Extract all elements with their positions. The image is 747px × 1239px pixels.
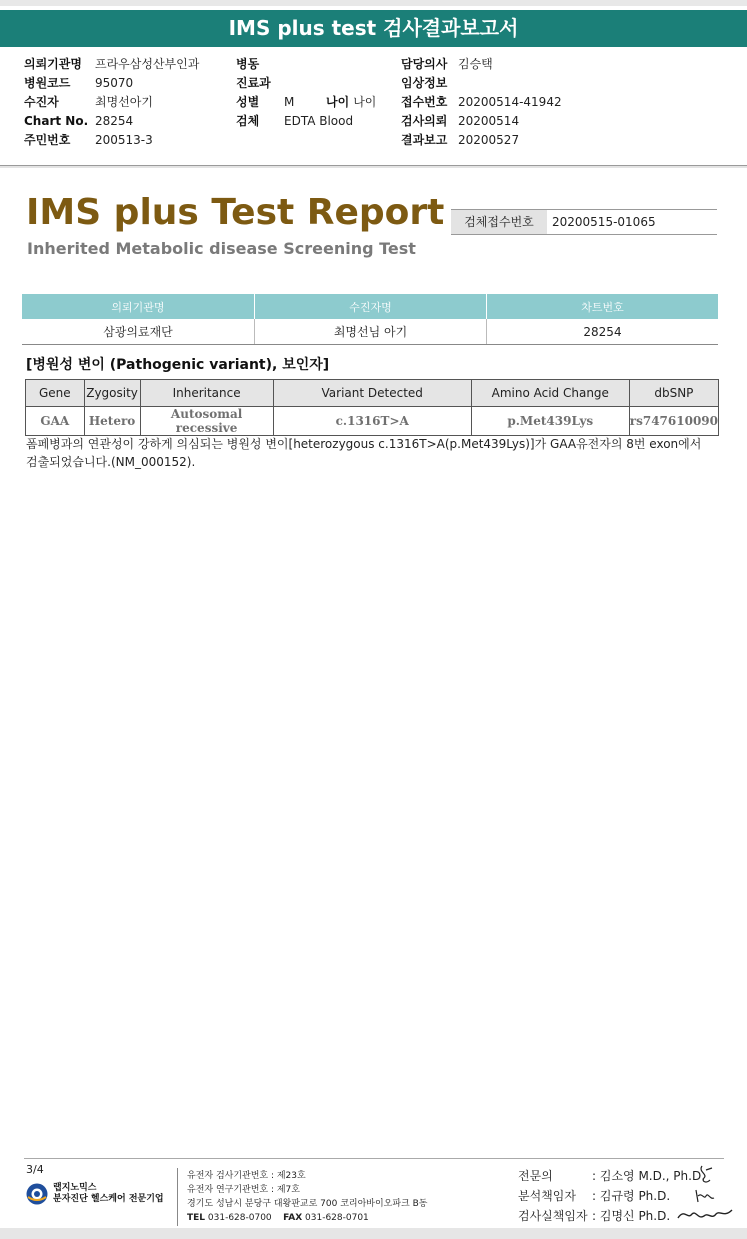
registration-line: 유전자 연구기관번호 : 제7호 xyxy=(187,1185,300,1195)
registration-line: 유전자 검사기관번호 : 제23호 xyxy=(187,1171,306,1181)
column-header: 의뢰기관명 xyxy=(22,294,255,319)
signature-3-icon xyxy=(676,1204,736,1224)
logo-text xyxy=(53,1183,164,1205)
column-header: Amino Acid Change xyxy=(471,380,629,407)
top-edge xyxy=(0,0,747,6)
dbsnp-cell: rs747610090 xyxy=(629,407,718,436)
variant-table-header xyxy=(26,380,719,407)
info-row-hospital-code xyxy=(24,74,199,93)
info-label: 수진자 xyxy=(24,95,59,109)
inheritance-cell: Autosomal recessive xyxy=(140,407,273,436)
info-value: 20200527 xyxy=(458,133,520,147)
report-subtitle: Inherited Metabolic disease Screening Test xyxy=(27,239,416,258)
section-title: [병원성 변이 (Pathogenic variant), 보인자] xyxy=(26,357,330,373)
signer-name: : 김규령 Ph.D. xyxy=(592,1189,671,1203)
report-header-title: IMS plus test 검사결과보고서 xyxy=(0,10,747,47)
column-header: Gene xyxy=(26,380,85,407)
signer-title: 전문의 xyxy=(518,1169,553,1183)
info-value: 프라우삼성산부인과 xyxy=(95,57,200,71)
tel-label: TEL xyxy=(187,1213,206,1223)
info-value: 나이 xyxy=(353,95,377,109)
signer-title: 분석책임자 xyxy=(518,1189,576,1203)
info-row-specimen xyxy=(236,112,376,131)
registration-info xyxy=(187,1169,427,1225)
signer-name: : 김소영 M.D., Ph.D. xyxy=(592,1169,706,1183)
bottom-edge xyxy=(0,1228,747,1239)
report-title: IMS plus Test Report xyxy=(26,192,445,233)
info-label: 진료과 xyxy=(236,76,271,90)
info-label: 병동 xyxy=(236,57,260,71)
institution-table xyxy=(22,294,718,345)
info-label: Chart No. xyxy=(24,114,89,128)
signer-name: : 김명신 Ph.D. xyxy=(592,1209,671,1223)
info-label: 임상정보 xyxy=(401,76,448,90)
signer-row xyxy=(518,1166,705,1186)
column-header: Zygosity xyxy=(84,380,140,407)
info-row-institution xyxy=(24,55,199,74)
info-row-resident-no xyxy=(24,131,199,150)
header-divider-shadow xyxy=(0,166,747,168)
info-label: 성별 xyxy=(236,95,260,109)
info-label: 검사의뢰 xyxy=(401,114,448,128)
column-header: Inheritance xyxy=(140,380,273,407)
info-value: 김승택 xyxy=(458,57,493,71)
footer-separator xyxy=(177,1168,178,1226)
page-number: 3/4 xyxy=(26,1163,44,1176)
info-value: 20200514-41942 xyxy=(458,95,562,109)
zygosity-cell: Hetero xyxy=(84,407,140,436)
column-header: dbSNP xyxy=(629,380,718,407)
tel-value: 031-628-0700 xyxy=(207,1213,272,1223)
company-logo xyxy=(26,1183,164,1205)
patient-info-column-3 xyxy=(401,55,562,150)
table-cell: 최명선님 아기 xyxy=(255,319,487,345)
institution-table-header xyxy=(22,294,718,319)
info-label: 접수번호 xyxy=(401,95,448,109)
info-row-ward xyxy=(236,55,376,74)
info-row-report-date xyxy=(401,131,562,150)
info-row-request-date xyxy=(401,112,562,131)
info-row-department xyxy=(236,74,376,93)
patient-info-column-2 xyxy=(236,55,376,131)
info-label: 의뢰기관명 xyxy=(24,57,82,71)
info-value: 95070 xyxy=(95,76,134,90)
info-label: 결과보고 xyxy=(401,133,448,147)
info-value: 최명선아기 xyxy=(95,95,153,109)
specimen-receipt-box xyxy=(451,209,717,235)
receipt-label: 검체접수번호 xyxy=(451,210,547,234)
info-value: 200513-3 xyxy=(95,133,153,147)
info-value: 20200514 xyxy=(458,114,520,128)
info-label: 나이 xyxy=(326,95,350,109)
amino-acid-cell: p.Met439Lys xyxy=(471,407,629,436)
info-row-sex-age xyxy=(236,93,376,112)
variant-cell: c.1316T>A xyxy=(273,407,471,436)
info-row-doctor xyxy=(401,55,562,74)
footer-divider xyxy=(24,1158,724,1159)
info-label: 병원코드 xyxy=(24,76,71,90)
signature-1-icon xyxy=(696,1164,716,1186)
patient-info-column-1 xyxy=(24,55,199,150)
logo-tagline: 분자진단 헬스케어 전문기업 xyxy=(53,1194,164,1204)
column-header: Variant Detected xyxy=(273,380,471,407)
table-cell: 28254 xyxy=(487,319,719,345)
info-label: 검체 xyxy=(236,114,260,128)
fax-label: FAX xyxy=(283,1213,303,1223)
contact-line xyxy=(187,1211,427,1225)
variant-table xyxy=(25,379,719,436)
table-cell: 삼광의료재단 xyxy=(22,319,255,345)
address: 경기도 성남시 분당구 대왕판교로 700 코리아바이오파크 B동 xyxy=(187,1199,428,1209)
table-row xyxy=(22,319,718,345)
signer-title: 검사실책임자 xyxy=(518,1209,588,1223)
info-label: 담당의사 xyxy=(401,57,448,71)
result-note: 폼페병과의 연관성이 강하게 의심되는 병원성 변이[heterozygous c.1316T>A(p.Met439Lys)]가 GAA유전자의 8번 exon에서 검출되었습니다.(NM_000152). xyxy=(26,437,702,469)
info-value: EDTA Blood xyxy=(284,114,354,128)
table-row xyxy=(26,407,719,436)
info-row-receipt-no xyxy=(401,93,562,112)
logo-circle-icon xyxy=(26,1183,48,1205)
signer-row xyxy=(518,1186,705,1206)
info-value: 28254 xyxy=(95,114,134,128)
gene-cell: GAA xyxy=(26,407,85,436)
info-value: M xyxy=(284,95,295,109)
logo-name: 랩지노믹스 xyxy=(53,1183,97,1193)
info-row-clinical-info xyxy=(401,74,562,93)
info-row-patient xyxy=(24,93,199,112)
column-header: 차트번호 xyxy=(487,294,719,319)
receipt-value: 20200515-01065 xyxy=(552,215,656,229)
fax-value: 031-628-0701 xyxy=(305,1213,369,1223)
column-header: 수진자명 xyxy=(255,294,487,319)
info-label: 주민번호 xyxy=(24,133,71,147)
signature-2-icon xyxy=(692,1186,718,1206)
info-row-chart-no xyxy=(24,112,199,131)
